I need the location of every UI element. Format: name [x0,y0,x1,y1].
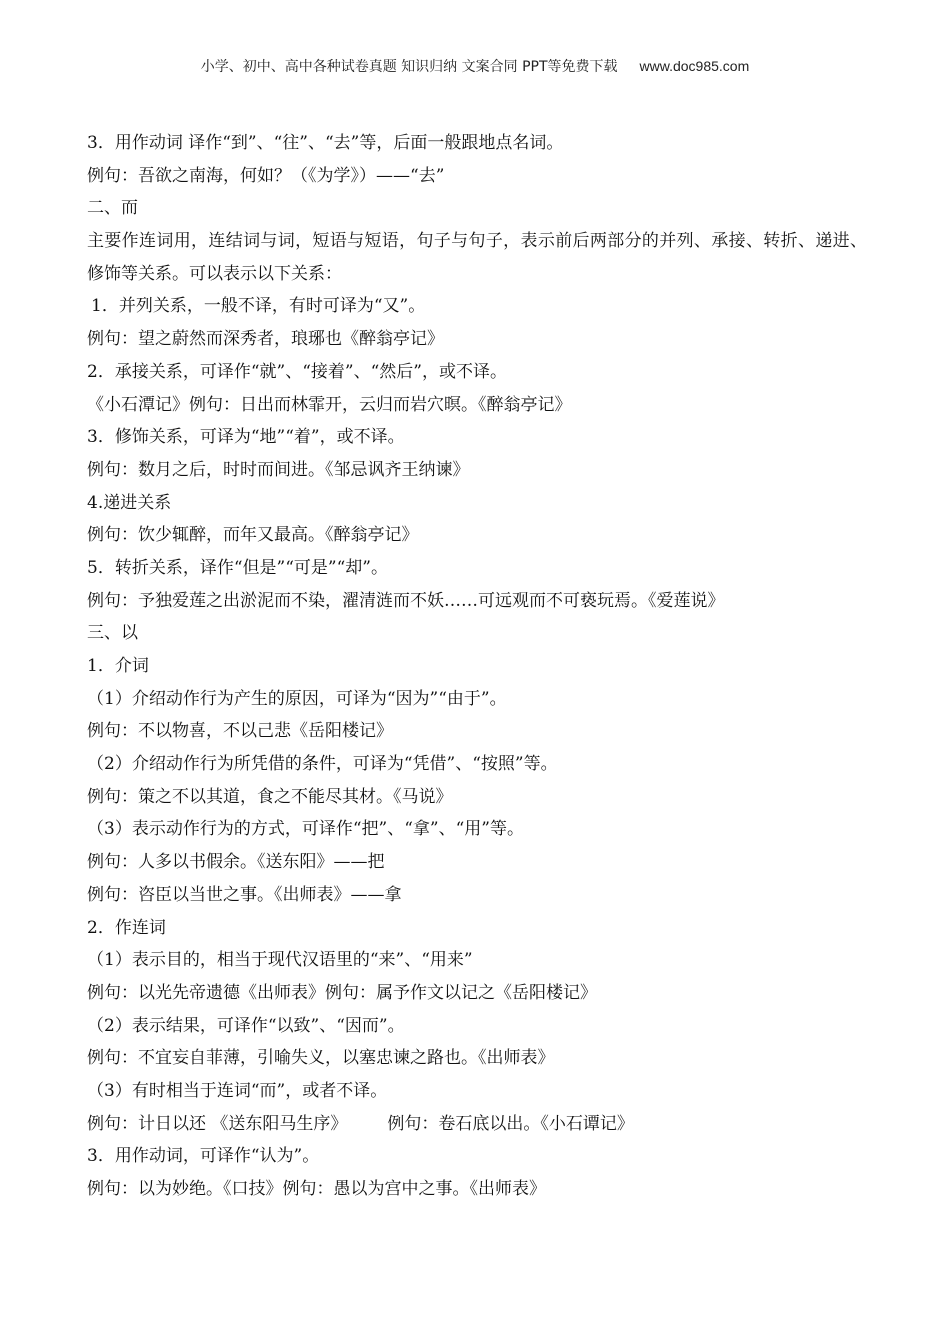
text-line: 3．修饰关系，可译为“地”“着”，或不译。 [87,427,405,448]
example-line: 例句：以光先帝遗德《出师表》例句：属予作文以记之《岳阳楼记》 [87,982,597,1003]
example-line: 例句：不宜妄自菲薄，引喻失义，以塞忠谏之路也。《出师表》 [87,1048,555,1069]
section-heading-er: 二、而 [87,198,138,219]
text-line: 2．承接关系，可译作“就”、“接着”、“然后”，或不译。 [87,361,507,382]
document-body [87,127,867,1206]
text-line: （2）介绍动作行为所凭借的条件，可译为“凭借”、“按照”等。 [87,754,558,775]
example-line: 例句：不以物喜，不以己悲《岳阳楼记》 [87,721,393,742]
text-line: 2．作连词 [87,917,166,938]
text-line: 4.递进关系 [87,492,172,513]
example-part-a: 例句：计日以还 《送东阳马生序》 [87,1113,348,1134]
header-text: 小学、初中、高中各种试卷真题 知识归纳 文案合同 PPT等免费下载 [200,59,618,75]
text-line: 1．介词 [87,656,149,677]
text-line: 1．并列关系，一般不译，有时可译为“又”。 [91,296,426,317]
example-line: 例句：吾欲之南海，何如？（《为学》）——“去” [87,165,445,186]
text-line: （2）表示结果，可译作“以致”、“因而”。 [87,1015,405,1036]
example-line: 例句：予独爱莲之出淤泥而不染，濯清涟而不妖……可远观而不可亵玩焉。《爱莲说》 [87,590,725,611]
example-line: 例句：以为妙绝。《口技》例句：愚以为宫中之事。《出师表》 [87,1179,546,1200]
example-part-b: 例句：卷石底以出。《小石谭记》 [387,1113,634,1134]
text-line: （1）介绍动作行为产生的原因，可译为“因为”“由于”。 [87,688,507,709]
example-line: 《小石潭记》例句：日出而林霏开，云归而岩穴暝。《醉翁亭记》 [87,394,572,415]
header-url[interactable]: www.doc985.com [639,58,750,74]
text-line: 5．转折关系，译作“但是”“可是”“却”。 [87,557,388,578]
example-line: 例句：人多以书假余。《送东阳》——把 [87,852,385,873]
example-line: 例句：饮少辄醉，而年又最高。《醉翁亭记》 [87,525,419,546]
text-line: 3．用作动词 译作“到”、“往”、“去”等，后面一般跟地点名词。 [87,133,564,153]
example-line: 例句：数月之后，时时而间进。《邹忌讽齐王纳谏》 [87,459,470,480]
example-line: 例句：咨臣以当世之事。《出师表》——拿 [87,884,402,905]
example-line: 例句：策之不以其道，食之不能尽其材。《马说》 [87,786,453,807]
example-line [87,1108,867,1141]
page-header [0,56,950,76]
text-line: （1）表示目的，相当于现代汉语里的“来”、“用来” [87,950,473,971]
example-line: 例句：望之蔚然而深秀者，琅琊也《醉翁亭记》 [87,329,444,350]
text-line: 3．用作动词，可译作“认为”。 [87,1146,320,1167]
text-line: （3）有时相当于连词“而”，或者不译。 [87,1080,388,1101]
paragraph-intro: 主要作连词用，连结词与词，短语与短语，句子与句子，表示前后两部分的并列、承接、转折、递进、修饰等关系。可以表示以下关系： [87,231,867,284]
text-line: （3）表示动作行为的方式，可译作“把”、“拿”、“用”等。 [87,819,524,840]
section-heading-yi: 三、以 [87,623,138,644]
